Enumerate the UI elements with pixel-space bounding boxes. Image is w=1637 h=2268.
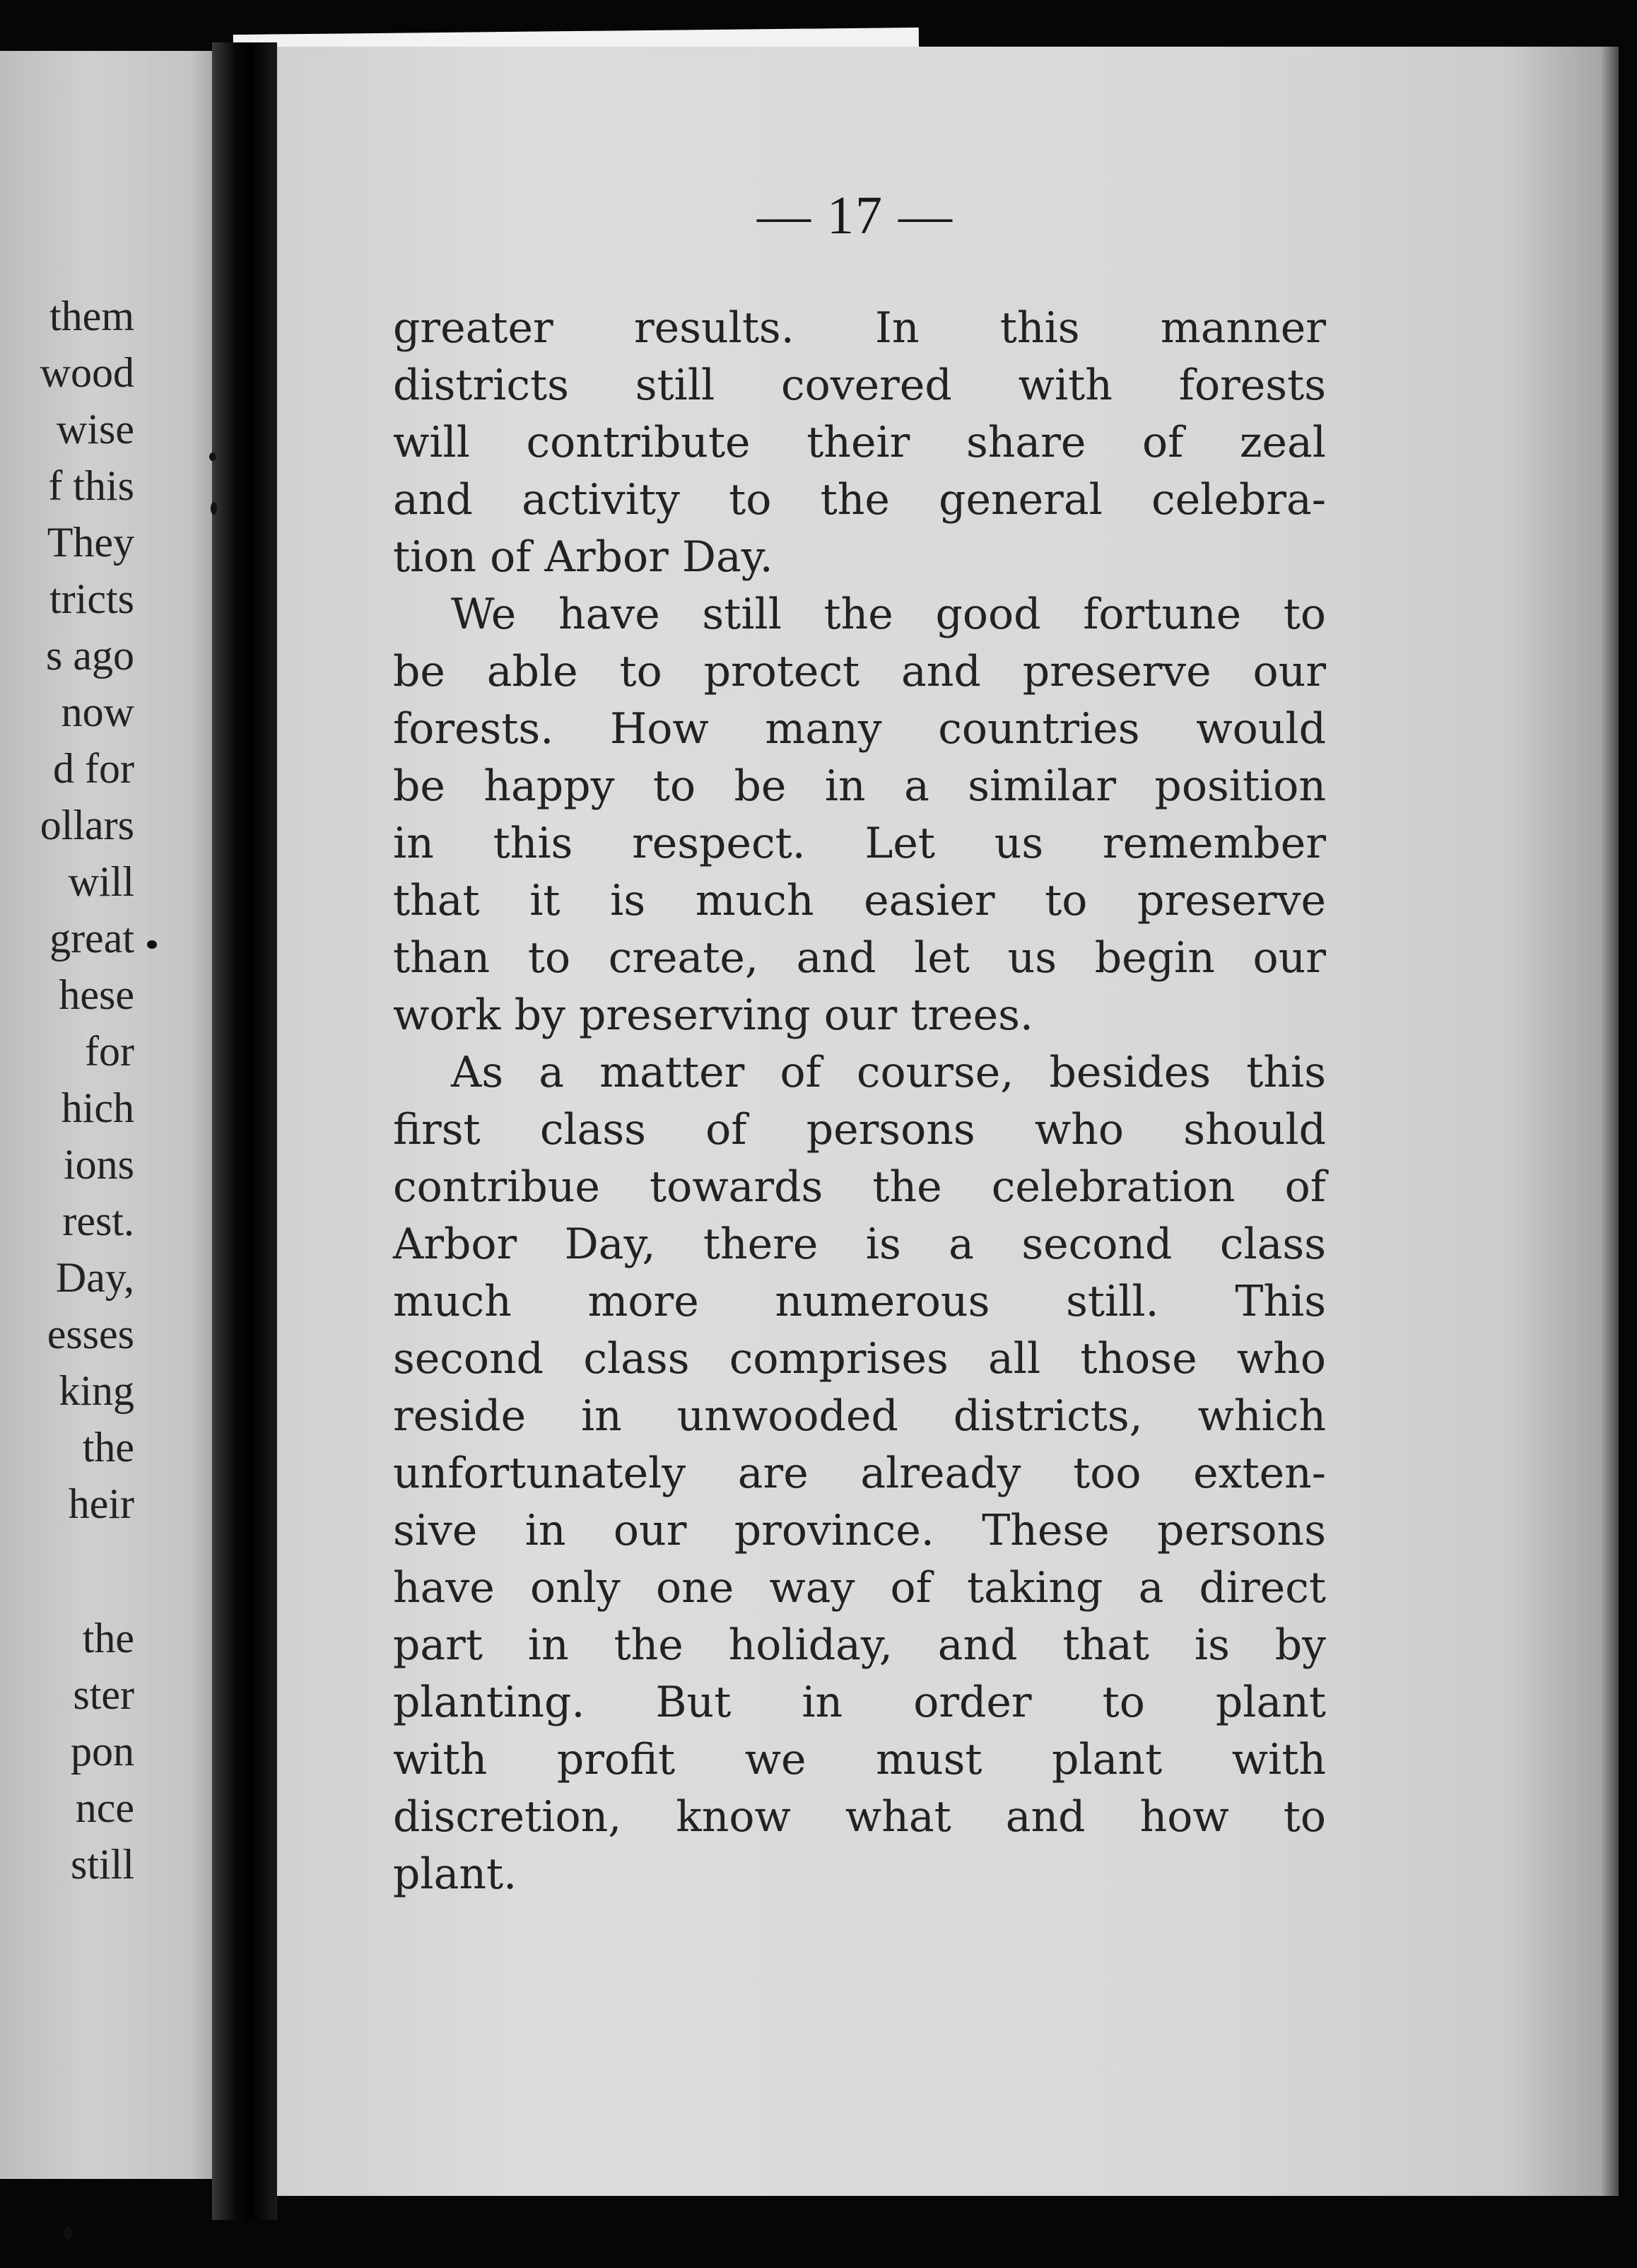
text-line: unfortunately are already too exten- <box>393 1449 1326 1498</box>
text-line: that it is much easier to preserve <box>393 876 1326 925</box>
left-page-line: ollars <box>40 802 134 848</box>
text-line: be happy to be in a similar position <box>393 761 1326 811</box>
text-line: in this respect. Let us remember <box>393 819 1326 868</box>
text-line: We have still the good fortune to <box>451 590 1326 639</box>
text-line: have only one way of taking a direct <box>393 1563 1326 1613</box>
text-line: discretion, know what and how to <box>393 1792 1326 1842</box>
left-page-line: d for <box>53 745 134 792</box>
left-page-line: ster <box>73 1671 134 1718</box>
paragraph <box>393 586 1326 1044</box>
left-page-line: king <box>59 1367 134 1414</box>
left-page-line: will <box>68 858 134 905</box>
left-page-line: hese <box>59 971 134 1018</box>
text-line: with profit we must plant with <box>393 1735 1326 1784</box>
text-line: be able to protect and preserve our <box>393 647 1326 696</box>
text-line: than to create, and let us begin our <box>393 933 1326 983</box>
left-page-text <box>0 288 134 1893</box>
left-page-line: ions <box>63 1141 134 1188</box>
text-line: greater results. In this manner <box>393 303 1326 353</box>
text-line: Arbor Day, there is a second class <box>393 1220 1326 1269</box>
left-page-line: tricts <box>49 575 134 622</box>
page-body-text <box>393 300 1326 1903</box>
left-page-line: heir <box>68 1480 134 1527</box>
left-page-line: nce <box>75 1784 134 1831</box>
left-page-line: the <box>82 1615 134 1661</box>
left-page-line: wood <box>40 349 134 396</box>
text-line: contribue towards the celebration of <box>393 1162 1326 1212</box>
text-line: As a matter of course, besides this <box>451 1048 1326 1097</box>
left-page-line: f this <box>48 462 134 509</box>
left-page-line: Day, <box>55 1254 134 1301</box>
text-line: will contribute their share of zeal <box>393 418 1326 467</box>
text-line: and activity to the general celebra- <box>393 475 1326 525</box>
left-page-line: rest. <box>62 1198 134 1244</box>
left-page-line <box>0 1532 134 1610</box>
left-page-line: for <box>85 1028 134 1075</box>
left-page-line: the <box>82 1424 134 1471</box>
speck <box>64 2227 72 2240</box>
text-line: forests. How many countries would <box>393 704 1326 754</box>
text-line: part in the holiday, and that is by <box>393 1620 1326 1670</box>
text-line: sive in our province. These persons <box>393 1506 1326 1555</box>
left-page-line: great <box>49 915 134 961</box>
text-line: tion of Arbor Day. <box>393 532 773 582</box>
left-page-line: still <box>70 1841 134 1888</box>
paragraph <box>393 1044 1326 1903</box>
text-line: plant. <box>393 1849 517 1899</box>
left-page <box>0 51 225 2179</box>
left-page-line: them <box>49 293 134 339</box>
speck <box>211 502 217 515</box>
left-page-line: hich <box>61 1085 134 1131</box>
page-number: — 17 — <box>757 186 954 245</box>
text-line: second class comprises all those who <box>393 1334 1326 1384</box>
left-page-line: They <box>47 519 134 566</box>
text-line: planting. But in order to plant <box>393 1678 1326 1727</box>
left-page-line: now <box>61 689 134 735</box>
left-page-line: s ago <box>46 632 134 679</box>
text-line: reside in unwooded districts, which <box>393 1391 1326 1441</box>
page-edge <box>1600 47 1619 2196</box>
text-line: first class of persons who should <box>393 1105 1326 1155</box>
speck <box>147 940 157 949</box>
left-page-line: wise <box>57 406 134 452</box>
text-line: work by preserving our trees. <box>393 990 1033 1040</box>
text-line: much more numerous still. This <box>393 1277 1326 1326</box>
speck <box>209 452 216 461</box>
paragraph <box>393 300 1326 586</box>
book-gutter <box>212 42 277 2220</box>
left-page-line: pon <box>71 1728 134 1775</box>
text-line: districts still covered with forests <box>393 361 1326 410</box>
left-page-line: esses <box>47 1311 134 1357</box>
